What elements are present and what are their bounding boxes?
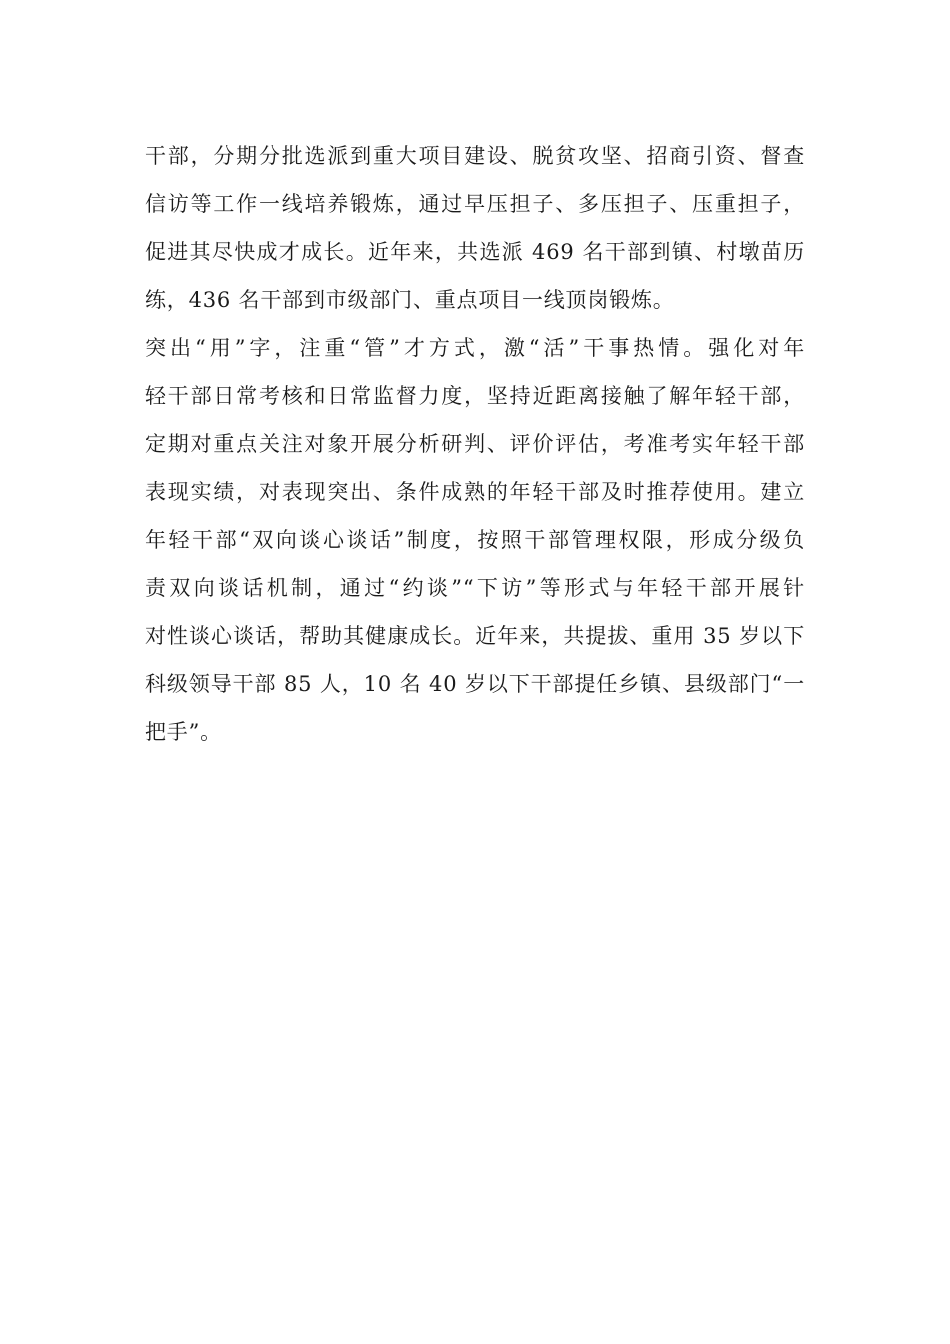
text-line: 年轻干部“双向谈心谈话”制度，按照干部管理权限，形成分级负 [145,528,805,552]
text-line: 干部，分期分批选派到重大项目建设、脱贫攻坚、招商引资、督查 [145,144,805,168]
paragraph-1 [145,132,805,324]
text-line: 对性谈心谈话，帮助其健康成长。近年来，共提拔、重用 35 岁以下 [145,624,805,648]
text-line: 轻干部日常考核和日常监督力度，坚持近距离接触了解年轻干部， [145,384,805,408]
body-text [145,132,805,756]
text-line: 练，436 名干部到市级部门、重点项目一线顶岗锻炼。 [145,288,675,312]
text-line: 科级领导干部 85 人，10 名 40 岁以下干部提任乡镇、县级部门“一 [145,672,805,696]
text-line: 表现实绩，对表现突出、条件成熟的年轻干部及时推荐使用。建立 [145,480,805,504]
text-line: 促进其尽快成才成长。近年来，共选派 469 名干部到镇、村墩苗历 [145,240,805,264]
paragraph-2 [145,324,805,756]
text-line: 信访等工作一线培养锻炼，通过早压担子、多压担子、压重担子， [145,192,805,216]
text-line: 把手”。 [145,720,222,744]
text-line: 责双向谈话机制，通过“约谈”“下访”等形式与年轻干部开展针 [145,576,805,600]
text-line: 定期对重点关注对象开展分析研判、评价评估，考准考实年轻干部 [145,432,805,456]
text-line: 突出“用”字，注重“管”才方式，激“活”干事热情。强化对年 [145,336,805,360]
